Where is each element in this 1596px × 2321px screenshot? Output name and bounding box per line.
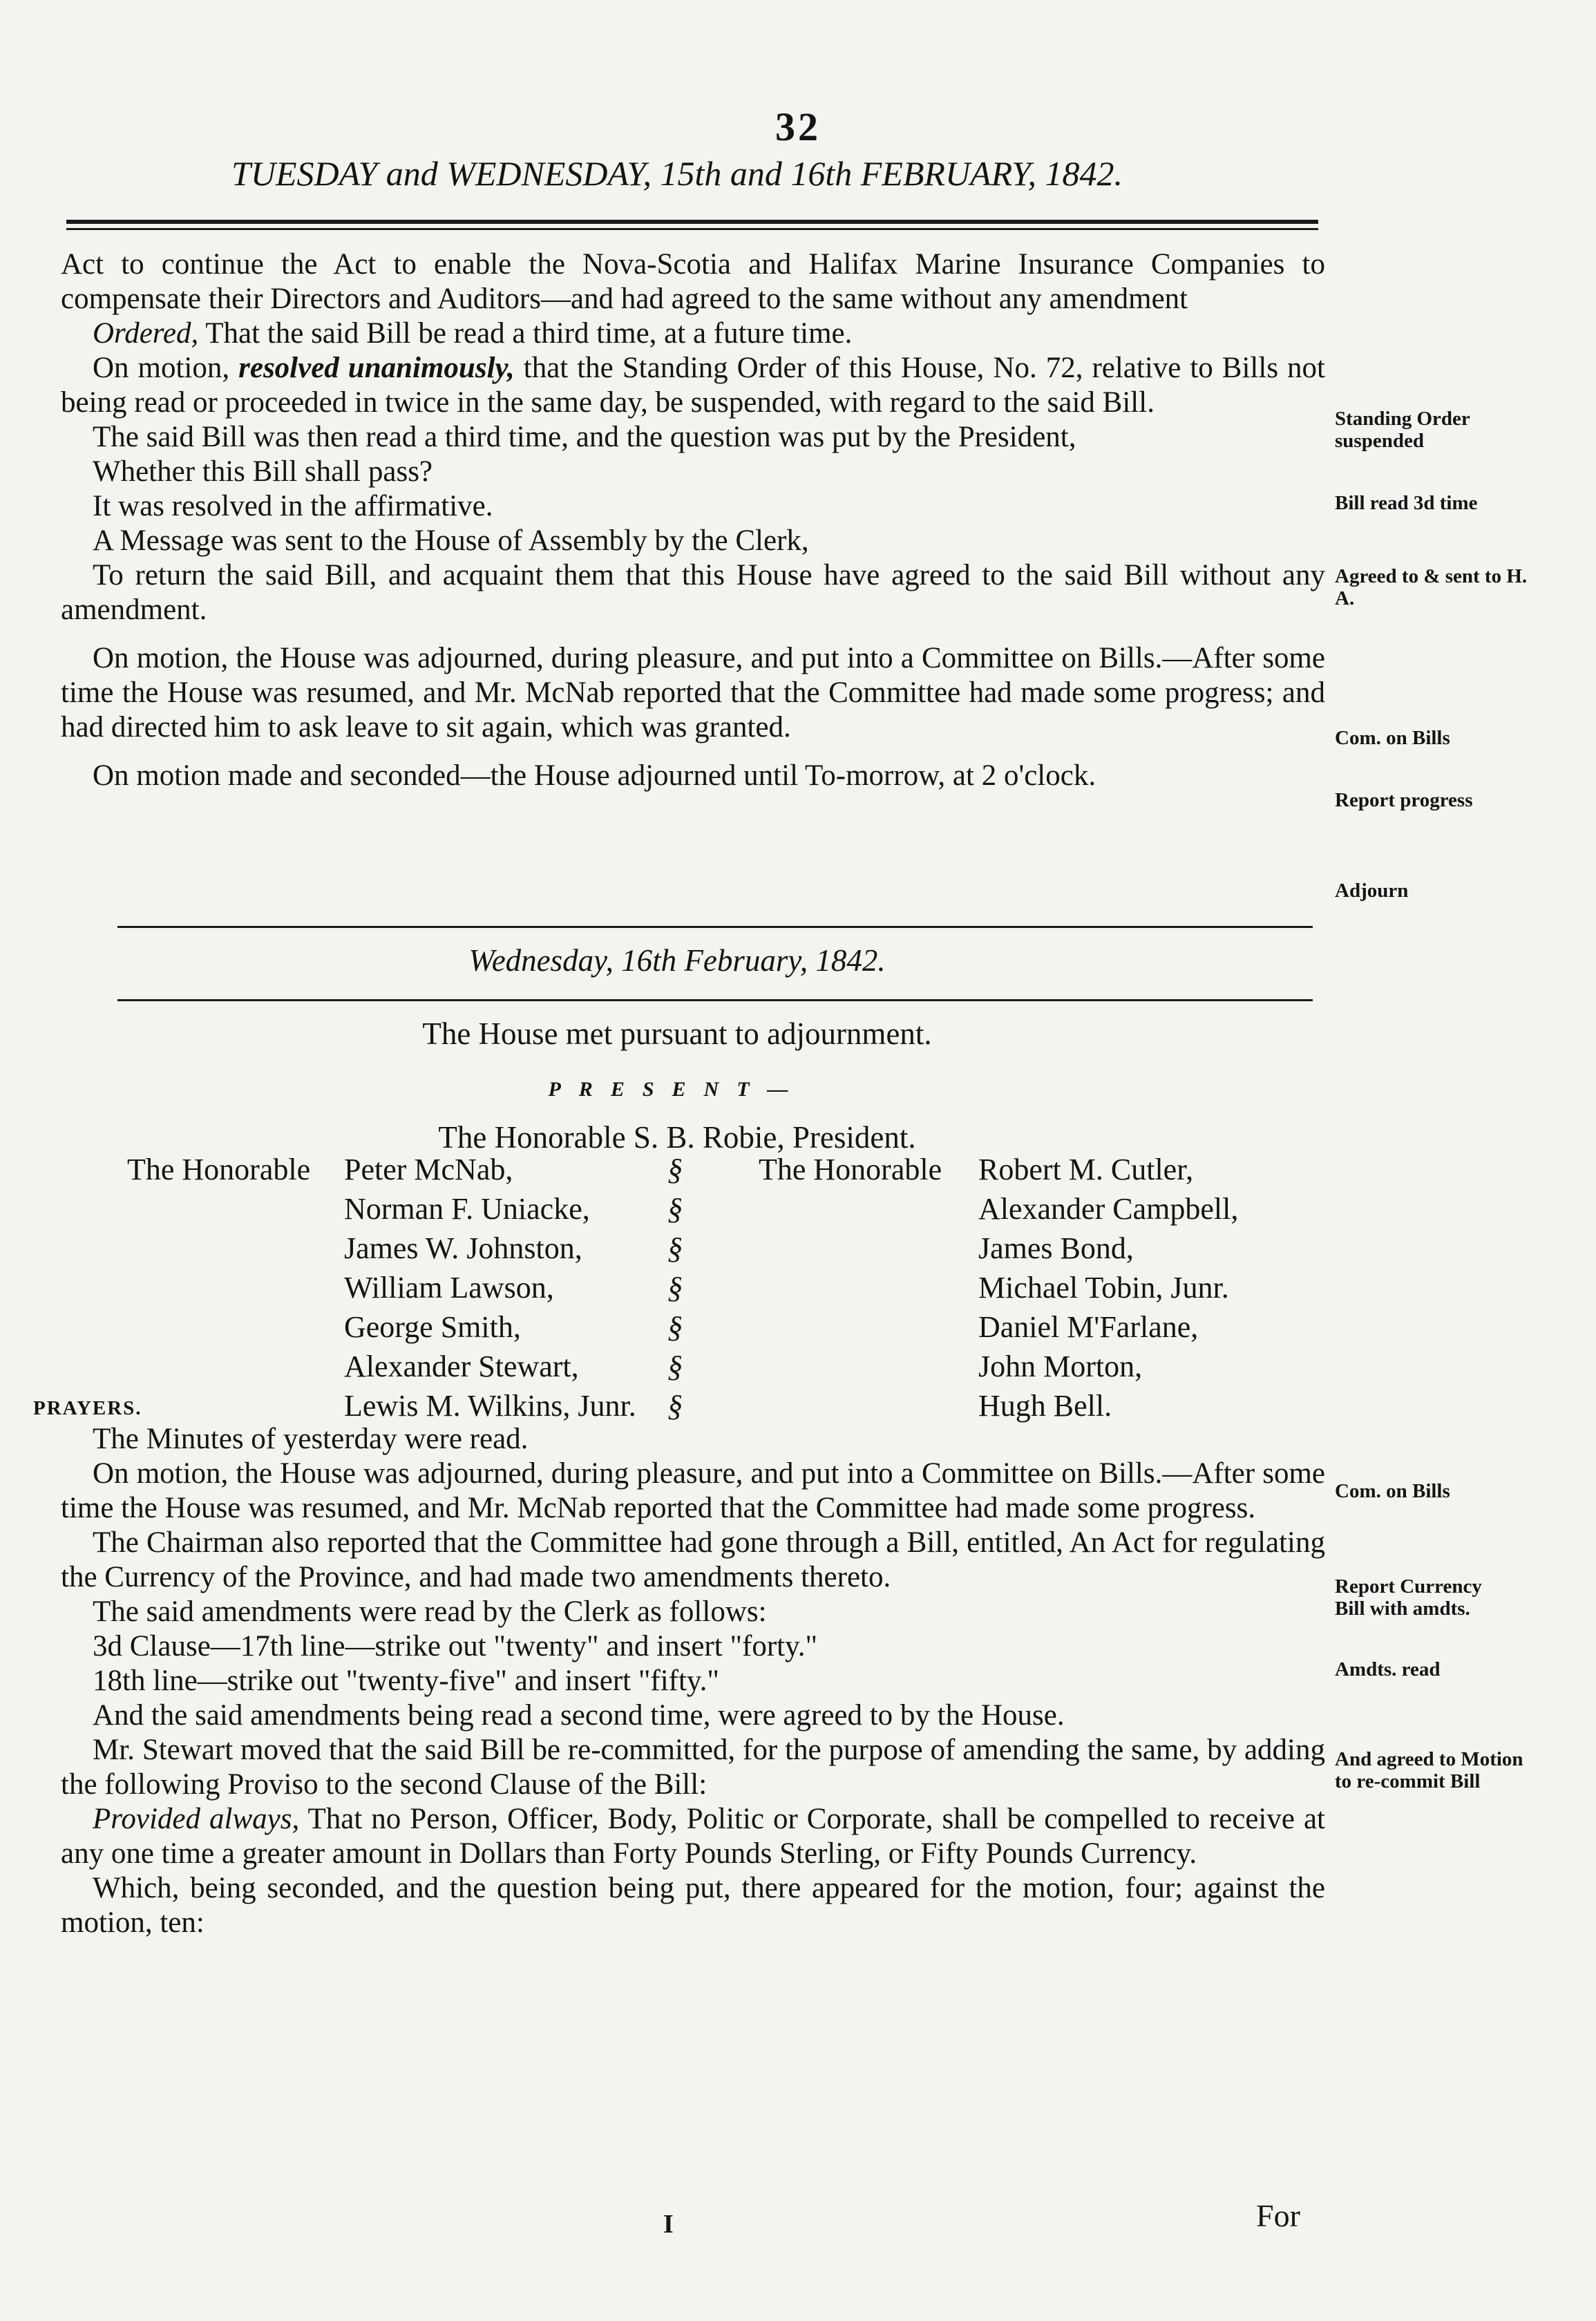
member-name: James Bond, — [978, 1231, 1134, 1265]
ordered-lead: Ordered, — [93, 317, 199, 350]
note-amdts-read: Amdts. read — [1335, 1658, 1441, 1680]
paragraph-resolved: It was resolved in the affirmative. — [93, 490, 493, 522]
house-met: The House met pursuant to adjournment. — [422, 1016, 932, 1051]
member-name: Peter McNab, — [344, 1153, 513, 1186]
paragraph-adjourn: On motion made and seconded—the House adjourned until To-morrow, at 2 o'clock. — [93, 759, 1096, 792]
note-standing-order: Standing Order suspended — [1335, 408, 1470, 452]
signature-mark: I — [663, 2210, 674, 2239]
wednesday-date-heading: Wednesday, 16th February, 1842. — [468, 943, 886, 978]
member-name: Hugh Bell. — [978, 1389, 1112, 1423]
left-prefix: The Honorable — [127, 1153, 311, 1186]
right-members — [978, 1150, 1238, 1425]
section-mark: § — [667, 1153, 683, 1186]
ordered-text: That the said Bill be read a third time, at a future time. — [198, 317, 853, 350]
note-agreed-sent: Agreed to & sent to H. A. — [1335, 565, 1528, 609]
member-name: James W. Johnston, — [344, 1231, 582, 1265]
right-prefix: The Honorable — [759, 1153, 942, 1186]
section-mark: § — [667, 1231, 683, 1265]
section-mark: § — [667, 1389, 683, 1423]
member-name: Alexander Campbell, — [978, 1192, 1239, 1226]
tuesday-proceedings — [61, 247, 1325, 793]
member-name: Lewis M. Wilkins, Junr. — [344, 1389, 636, 1423]
page-title: TUESDAY and WEDNESDAY, 15th and 16th FEBRUARY, 1842. — [231, 154, 1123, 193]
paragraph-clause-3: 3d Clause—17th line—strike out "twenty" and insert "forty." — [93, 1630, 818, 1662]
section-rule-1 — [117, 926, 1313, 928]
section-mark: § — [667, 1310, 683, 1344]
president-line: The Honorable S. B. Robie, President. — [438, 1120, 916, 1155]
header-rule-thin — [66, 228, 1318, 230]
paragraph-question: Whether this Bill shall pass? — [93, 455, 433, 488]
header-rule-thick — [66, 220, 1318, 224]
section-rule-2 — [117, 999, 1313, 1001]
section-mark-column — [667, 1150, 683, 1425]
proviso-text: That no Person, Officer, Body, Politic or Corporate, shall be compelled to receive at any one time a greater amount in Dollars than Forty Pounds Sterling, or Fifty Pounds Currency. — [61, 1803, 1325, 1870]
resolved-lead: resolved unanimously, — [238, 352, 515, 384]
paragraph-proviso — [61, 1802, 1325, 1871]
paragraph-message: A Message was sent to the House of Assembly by the Clerk, — [93, 524, 809, 557]
member-name: William Lawson, — [344, 1271, 554, 1305]
note-com-bills-1: Com. on Bills — [1335, 727, 1450, 749]
prayers-label: PRAYERS. — [33, 1397, 142, 1419]
paragraph-stewart-motion: Mr. Stewart moved that the said Bill be re-committed, for the purpose of amending the same, by adding the following Proviso to the second Clause of the Bill: — [61, 1734, 1325, 1801]
member-name: Robert M. Cutler, — [978, 1153, 1194, 1186]
paragraph-line-18: 18th line—strike out "twenty-five" and insert "fifty." — [93, 1665, 719, 1697]
note-agreed-motion: And agreed to Motion to re-commit Bill — [1335, 1748, 1523, 1792]
member-name: Daniel M'Farlane, — [978, 1310, 1199, 1344]
wednesday-proceedings — [61, 1422, 1325, 1940]
paragraph-minutes: The Minutes of yesterday were read. — [93, 1423, 529, 1455]
present-label: PRESENT— — [548, 1078, 806, 1101]
note-adjourn: Adjourn — [1335, 880, 1409, 902]
member-name: Norman F. Uniacke, — [344, 1192, 590, 1226]
proviso-lead: Provided always, — [93, 1803, 300, 1835]
motion-lead: On motion, — [93, 352, 239, 384]
standing-order-text: that the Standing Order of this House, No. 72, relative to Bills not being read or proceeded in twice in the same day, be suspended, with regard to the said Bill. — [61, 352, 1325, 419]
left-members-prefix — [127, 1150, 310, 1189]
member-name: Michael Tobin, Junr. — [978, 1271, 1229, 1305]
catchword: For — [1256, 2198, 1300, 2233]
paragraph-third-reading: The said Bill was then read a third time, and the question was put by the President, — [93, 421, 1076, 453]
note-com-bills-2: Com. on Bills — [1335, 1480, 1450, 1502]
paragraph-standing-order — [61, 351, 1325, 420]
paragraph-return-bill: To return the said Bill, and acquaint them that this House have agreed to the said Bill without any amendment. — [61, 559, 1325, 626]
section-mark: § — [667, 1271, 683, 1305]
member-name: George Smith, — [344, 1310, 521, 1344]
paragraph-chairman: The Chairman also reported that the Committee had gone through a Bill, entitled, An Act for regulating the Currency of the Province, and had made two amendments thereto. — [61, 1526, 1325, 1593]
section-mark: § — [667, 1192, 683, 1226]
paragraph-ordered — [61, 316, 1325, 351]
paragraph-committee: On motion, the House was adjourned, during pleasure, and put into a Committee on Bills.—After some time the House was resumed, and Mr. McNab reported that the Committee had made some progress; and had directed him to ask leave to sit again, which was granted. — [61, 642, 1325, 743]
paragraph-agreed: And the said amendments being read a second time, were agreed to by the House. — [93, 1699, 1065, 1732]
member-name: John Morton, — [978, 1349, 1143, 1383]
section-mark: § — [667, 1349, 683, 1383]
right-members-prefix — [759, 1150, 942, 1189]
note-report-progress: Report progress — [1335, 789, 1473, 811]
page-number: 32 — [775, 104, 821, 149]
paragraph-amendments: The said amendments were read by the Clerk as follows: — [93, 1595, 767, 1628]
note-report-currency: Report Currency Bill with amdts. — [1335, 1575, 1482, 1620]
paragraph-committee-2: On motion, the House was adjourned, during pleasure, and put into a Committee on Bills.—After some time the House was resumed, and Mr. McNab reported that the Committee had made some progress. — [61, 1457, 1325, 1524]
left-members — [344, 1150, 636, 1425]
note-third-time: Bill read 3d time — [1335, 492, 1478, 514]
paragraph-vote: Which, being seconded, and the question being put, there appeared for the motion, four; against the motion, ten: — [61, 1872, 1325, 1939]
paragraph-bill-title: Act to continue the Act to enable the Nova-Scotia and Halifax Marine Insurance Companies to compensate their Directors and Auditors—and had agreed to the same without any amendment — [61, 248, 1325, 315]
member-name: Alexander Stewart, — [344, 1349, 579, 1383]
